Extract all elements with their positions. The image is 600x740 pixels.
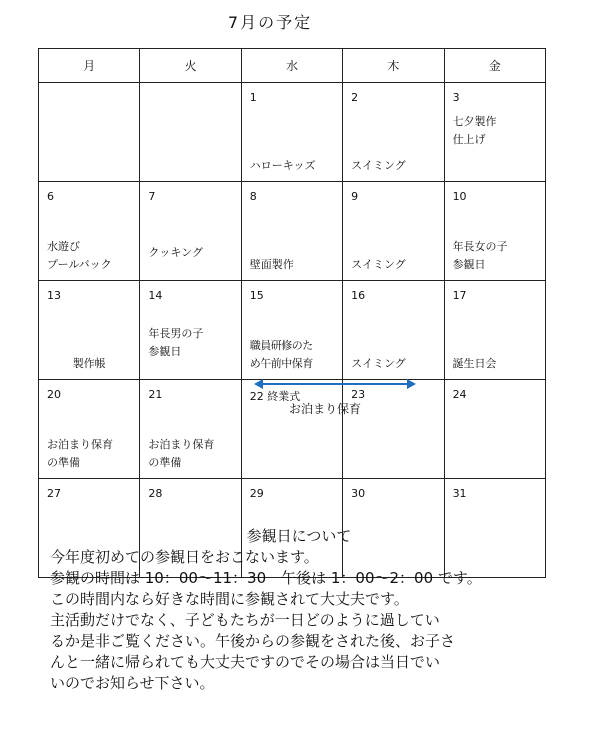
event-label: 壁面製作 [249, 258, 294, 271]
day-number: 8 [249, 190, 257, 203]
weekday-header: 月 [39, 49, 140, 83]
calendar-cell [39, 281, 140, 380]
calendar-cell [444, 182, 545, 281]
calendar-cell [241, 380, 342, 479]
event-label: お泊まり保育 の準備 [148, 438, 215, 469]
calendar-cell [241, 182, 342, 281]
calendar-cell [140, 281, 241, 380]
calendar-cell [343, 281, 444, 380]
event-label: 水遊び プールバック [47, 240, 112, 271]
notice-line: この時間内なら好きな時間に参観されて大丈夫です。 [50, 590, 409, 608]
calendar-cell [444, 83, 545, 182]
day-number: 15 [249, 289, 264, 302]
calendar-cell [241, 83, 342, 182]
event-label: 誕生日会 [452, 357, 497, 370]
day-number: 1 [249, 91, 257, 104]
page-title: 7月の予定 [227, 13, 313, 32]
event-label: 七夕製作 仕上げ [452, 115, 497, 146]
day-number: 29 [249, 487, 264, 500]
weekday-header: 水 [241, 49, 342, 83]
notice-title: 参観日について [246, 527, 352, 545]
calendar-cell [444, 380, 545, 479]
event-label: クッキング [148, 246, 204, 259]
calendar-week-row [39, 83, 546, 182]
calendar-cell [343, 182, 444, 281]
day-number: 10 [452, 190, 467, 203]
calendar-week-row [39, 281, 546, 380]
day-number: 28 [148, 487, 163, 500]
day-number: 24 [452, 388, 467, 401]
day-number: 22 終業式 [249, 390, 301, 403]
double-arrow-icon [254, 378, 416, 390]
event-label: 製作帳 [72, 357, 106, 370]
day-number: 17 [452, 289, 467, 302]
calendar-cell [140, 380, 241, 479]
calendar-cell [343, 83, 444, 182]
event-label: スイミング [351, 159, 406, 172]
event-label: 年長男の子 参観日 [148, 327, 204, 358]
calendar-table [38, 48, 546, 578]
event-label: ハローキッズ [249, 159, 316, 172]
weekday-header: 木 [343, 49, 444, 83]
notice-section [38, 526, 578, 694]
calendar-cell [343, 380, 444, 479]
day-number: 23 [351, 388, 366, 401]
notice-line: 主活動だけでなく、子どもたちが一日どのように過してい [50, 611, 440, 629]
notice-line: るか是非ご覧ください。午後からの参観をされた後、お子さ [50, 632, 456, 650]
day-number: 30 [351, 487, 366, 500]
event-label: スイミング [351, 258, 406, 271]
calendar-cell [140, 182, 241, 281]
event-label: 職員研修のた め午前中保育 [249, 339, 313, 370]
notice-line: 今年度初めての参観日をおこないます。 [50, 548, 319, 566]
weekday-header-row [39, 49, 546, 83]
weekday-header: 金 [444, 49, 545, 83]
notice-line: いのでお知らせ下さい。 [50, 674, 215, 692]
day-number: 21 [148, 388, 163, 401]
day-number: 20 [47, 388, 61, 401]
event-label: スイミング [351, 357, 406, 370]
day-number: 3 [452, 91, 460, 104]
day-number: 14 [148, 289, 163, 302]
weekday-header: 火 [140, 49, 241, 83]
day-number: 9 [351, 190, 359, 203]
day-number: 2 [351, 91, 359, 104]
calendar-cell [444, 281, 545, 380]
day-number: 31 [452, 487, 467, 500]
day-number: 27 [47, 487, 61, 500]
span-event-label: お泊まり保育 [289, 402, 362, 416]
event-label: お泊まり保育 の準備 [47, 438, 113, 469]
calendar-cell [39, 182, 140, 281]
calendar-cell [140, 83, 241, 182]
notice-line: んと一緒に帰られても大丈夫ですのでその場合は当日でい [50, 653, 441, 671]
calendar-week-row [39, 380, 546, 479]
notice-line: 参観の時間は 10：00〜11：30 午後は 1：00〜2：00 です。 [50, 569, 482, 587]
day-number: 13 [47, 289, 61, 302]
day-number: 16 [351, 289, 366, 302]
day-number: 7 [148, 190, 156, 203]
calendar-week-row [39, 182, 546, 281]
day-number: 6 [47, 190, 54, 203]
calendar-cell [39, 83, 140, 182]
calendar-cell [241, 281, 342, 380]
event-label: 年長女の子 参観日 [452, 240, 508, 271]
calendar-cell [39, 380, 140, 479]
